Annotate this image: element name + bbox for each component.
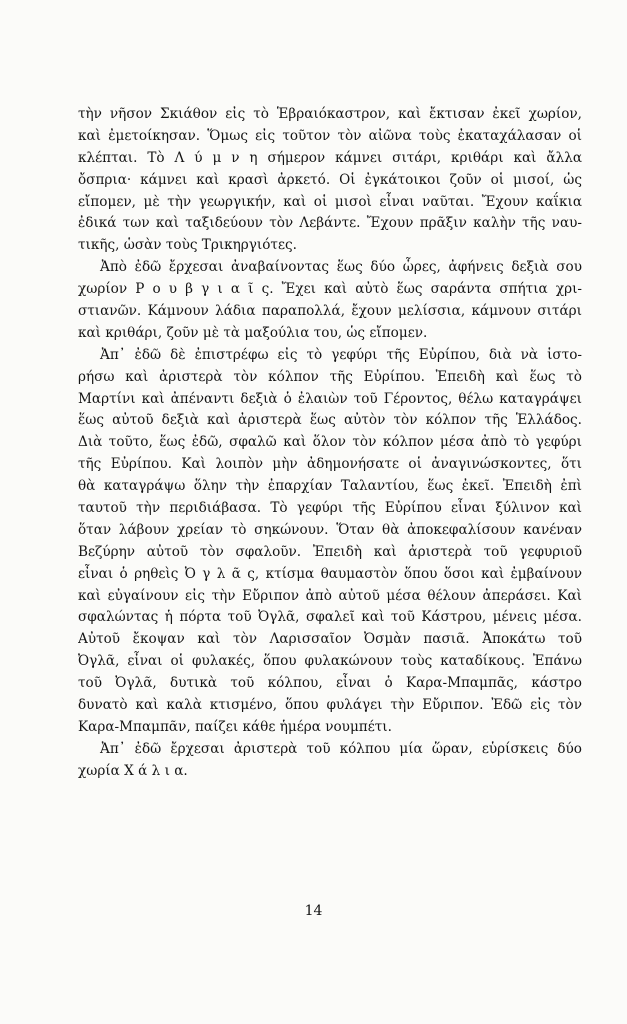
text-line: κλέπται. Τὸ Λ ύ μ ν η σήμερον κάμνει σιτάρι, κριθάρι καὶ ἄλλα bbox=[78, 149, 582, 166]
text-line: εἴπομεν, μὲ τὴν γεωργικήν, καὶ οἱ μισοὶ εἶναι ναῦται. Ἔχουν καΐκια bbox=[78, 193, 582, 210]
text-line: στιανῶν. Κάμνουν λάδια παραπολλά, ἔχουν μελίσσια, κάμνουν σιτάρι bbox=[78, 303, 582, 320]
text-line: ὅταν λάβουν χρείαν τὸ σηκώνουν. Ὅταν θὰ ἀποκεφαλίσουν κανέναν bbox=[78, 521, 582, 538]
text-line: Ἀπ᾽ ἐδῶ δὲ ἐπιστρέφω εἰς τὸ γεφύρι τῆς Εὐρίπου, διὰ νὰ ἱστο- bbox=[100, 346, 582, 363]
text-line: Ὀγλᾶ, εἶναι οἱ φυλακές, ὅπου φυλακώνουν τοὺς καταδίκους. Ἐπάνω bbox=[78, 653, 582, 670]
text-line: Μαρτίνι καὶ ἀπέναντι δεξιὰ ὁ ἐλαιὼν τοῦ Γέροντος, θέλω καταγράψει bbox=[78, 390, 582, 407]
text-line: τοῦ Ὀγλᾶ, δυτικὰ τοῦ κόλπου, εἶναι ὁ Καρα-Μπαμπᾶς, κάστρο bbox=[78, 675, 582, 692]
text-line: ὄσπρια· κάμνει καὶ κρασὶ ἀρκετό. Οἱ ἐγκάτοικοι ζοῦν οἱ μισοί, ὡς bbox=[78, 171, 582, 188]
page-number: 14 bbox=[304, 903, 323, 919]
text-line: χωρία Χ ά λ ι α. bbox=[78, 762, 188, 779]
text-line: Ἀπ᾽ ἐδῶ ἔρχεσαι ἀριστερὰ τοῦ κόλπου μία ὥραν, εὑρίσκεις δύο bbox=[100, 740, 582, 757]
text-line: χωρίον Ρ ο υ β γ ι α ῖ ς. Ἔχει καὶ αὐτὸ ἕως σαράντα σπήτια χρι- bbox=[78, 281, 582, 298]
text-line: εἶναι ὁ ρηθεὶς Ὀ γ λ ᾶ ς, κτίσμα θαυμαστὸν ὅπου ὅσοι καὶ ἐμβαίνουν bbox=[78, 565, 582, 582]
text-line: Ἀπὸ ἐδῶ ἔρχεσαι ἀναβαίνοντας ἕως δύο ὧρες, ἀφήνεις δεξιὰ σου bbox=[100, 259, 582, 276]
text-line: θὰ καταγράψω ὅλην τὴν ἐπαρχίαν Ταλαντίου, ἕως ἐκεῖ. Ἐπειδὴ ἐπὶ bbox=[78, 478, 582, 495]
text-line: ἕως αὐτοῦ δεξιὰ καὶ ἀριστερὰ ἕως αὐτὸν τὸν κόλπον τῆς Ἑλλάδος. bbox=[78, 412, 582, 429]
text-line: καὶ κριθάρι, ζοῦν μὲ τὰ μαξούλια του, ὡς εἴπομεν. bbox=[78, 324, 428, 341]
text-line: Καρα-Μπαμπᾶν, παίζει κάθε ἡμέρα νουμπέτι. bbox=[78, 718, 392, 735]
text-line: τὴν νῆσον Σκιάθον εἰς τὸ Ἑβραιόκαστρον, καὶ ἔκτισαν ἐκεῖ χωρίον, bbox=[78, 106, 582, 122]
text-line: ταυτοῦ τὴν περιδιάβασα. Τὸ γεφύρι τῆς Εὐρίπου εἶναι ξύλινον καὶ bbox=[78, 500, 582, 517]
text-line: δυνατὸ καὶ καλὰ κτισμένο, ὅπου φυλάγει τὴν Εὔριπον. Ἐδῶ εἰς τὸν bbox=[78, 697, 582, 714]
text-line: τῆς Εὐρίπου. Καὶ λοιπὸν μὴν ἀδημονήσατε οἱ ἀναγινώσκοντες, ὅτι bbox=[78, 456, 582, 473]
text-line: καὶ εὐγαίνουν εἰς τὴν Εὔριπον ἀπὸ αὐτοῦ μέσα θέλουν ἀπεράσει. Καὶ bbox=[78, 587, 582, 604]
text-line: τικῆς, ὡσὰν τοὺς Τρικηργιότες. bbox=[78, 237, 297, 254]
text-line: ἐδικά των καὶ ταξιδεύουν τὸν Λεβάντε. Ἔχουν πρᾶξιν καλὴν τῆς ναυ- bbox=[78, 215, 582, 232]
text-line: Βεζύρην αὐτοῦ τὸν σφαλοῦν. Ἐπειδὴ καὶ ἀριστερὰ τοῦ γεφυριοῦ bbox=[78, 543, 582, 560]
text-line: Διὰ τοῦτο, ἕως ἐδῶ, σφαλῶ καὶ ὅλον τὸν κόλπον μέσα ἀπὸ τὸ γεφύρι bbox=[78, 434, 582, 451]
text-line: Αὐτοῦ ἔκοψαν καὶ τὸν Λαρισσαῖον Ὀσμὰν πασιᾶ. Ἀποκάτω τοῦ bbox=[78, 631, 582, 648]
text-line: σφαλώντας ἡ πόρτα τοῦ Ὀγλᾶ, σφαλεῖ καὶ τοῦ Κάστρου, μένεις μέσα. bbox=[78, 609, 582, 626]
text-line: ρήσω καὶ ἀριστερὰ τὸν κόλπον τῆς Εὐρίπου. Ἐπειδὴ καὶ ἕως τὸ bbox=[78, 368, 582, 385]
body-text bbox=[78, 104, 582, 783]
text-line: καὶ ἐμετοίκησαν. Ὅμως εἰς τοῦτον τὸν αἰῶνα τοὺς ἐκαταχάλασαν οἱ bbox=[78, 127, 582, 144]
